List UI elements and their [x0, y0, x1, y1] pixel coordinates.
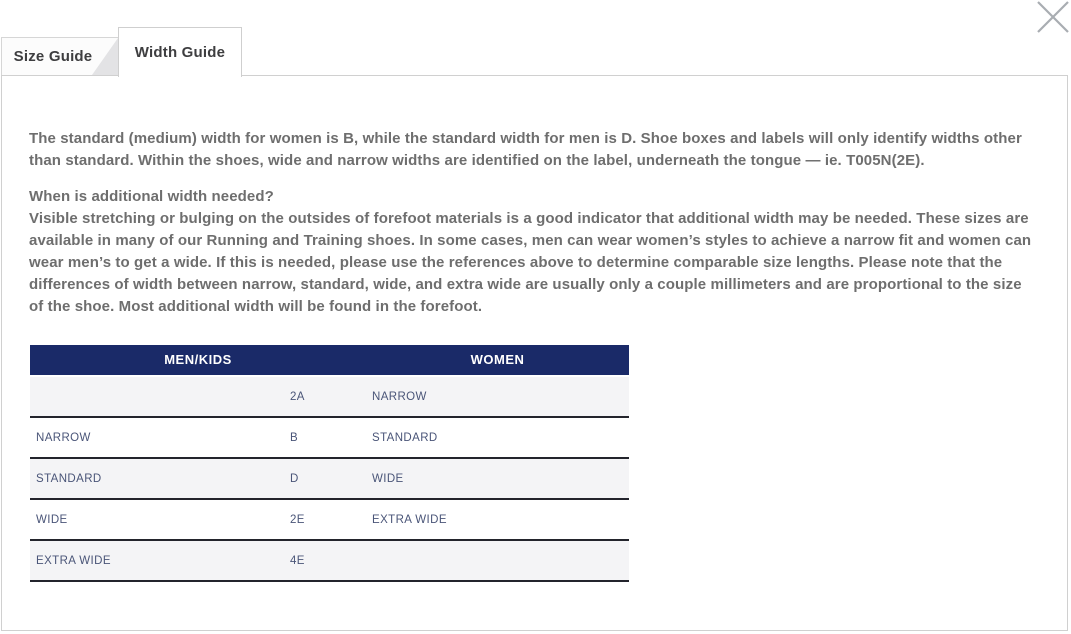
width-question: When is additional width needed?	[29, 188, 274, 205]
cell-width-code: 2E	[290, 513, 305, 526]
cell-men-label: STANDARD	[36, 472, 102, 485]
table-row	[30, 499, 629, 540]
cell-men-label: WIDE	[36, 513, 68, 526]
intro-paragraph: The standard (medium) width for women is B, while the standard width for men is D. Shoe boxes and labels will only identify widths other than standard. Within the shoes, wide and narrow widths are identified on the label, underneath the tongue — ie. T005N(2E).	[29, 130, 1022, 169]
cell-width-code: 4E	[290, 554, 305, 567]
cell-women-label: STANDARD	[372, 431, 438, 444]
width-table-header-row	[30, 345, 629, 376]
table-row	[30, 458, 629, 499]
cell-women-label	[366, 540, 629, 581]
width-explanation-paragraph: Visible stretching or bulging on the outsides of forefoot materials is a good indicator that additional width may be needed. These sizes are available in many of our Running and Training shoes. In some cases, men can wear women’s styles to achieve a narrow fit and women can wear men’s to get a wide. If this is needed, please use the references above to determine comparable size lengths. Please note that the differences of width between narrow, standard, wide, and extra wide are usually only a couple millimeters and are proportional to the size of the shoe. Most additional width will be found in the forefoot.	[29, 210, 1032, 315]
close-button[interactable]	[1031, 0, 1071, 38]
table-row	[30, 417, 629, 458]
width-guide-content	[2, 76, 1067, 582]
cell-men-label	[30, 376, 284, 417]
cell-width-code: D	[290, 472, 299, 485]
header-women: WOMEN	[366, 345, 629, 376]
width-guide-panel	[1, 75, 1068, 631]
cell-men-label: NARROW	[36, 431, 91, 444]
table-row	[30, 376, 629, 417]
cell-women-label: EXTRA WIDE	[372, 513, 447, 526]
tab-width-guide[interactable]	[118, 27, 242, 77]
cell-width-code: B	[290, 431, 299, 444]
tab-size-guide-label: Size Guide	[13, 48, 93, 65]
cell-width-code: 2A	[290, 390, 305, 403]
close-icon	[1035, 0, 1071, 36]
cell-men-label: EXTRA WIDE	[36, 554, 111, 567]
tab-width-guide-label: Width Guide	[134, 44, 226, 61]
tab-size-guide[interactable]	[1, 37, 118, 75]
cell-women-label: WIDE	[372, 472, 404, 485]
header-men-kids: MEN/KIDS	[30, 345, 366, 376]
additional-width-section	[29, 186, 1037, 318]
cell-women-label: NARROW	[372, 390, 427, 403]
table-row	[30, 540, 629, 581]
width-table	[30, 345, 629, 582]
